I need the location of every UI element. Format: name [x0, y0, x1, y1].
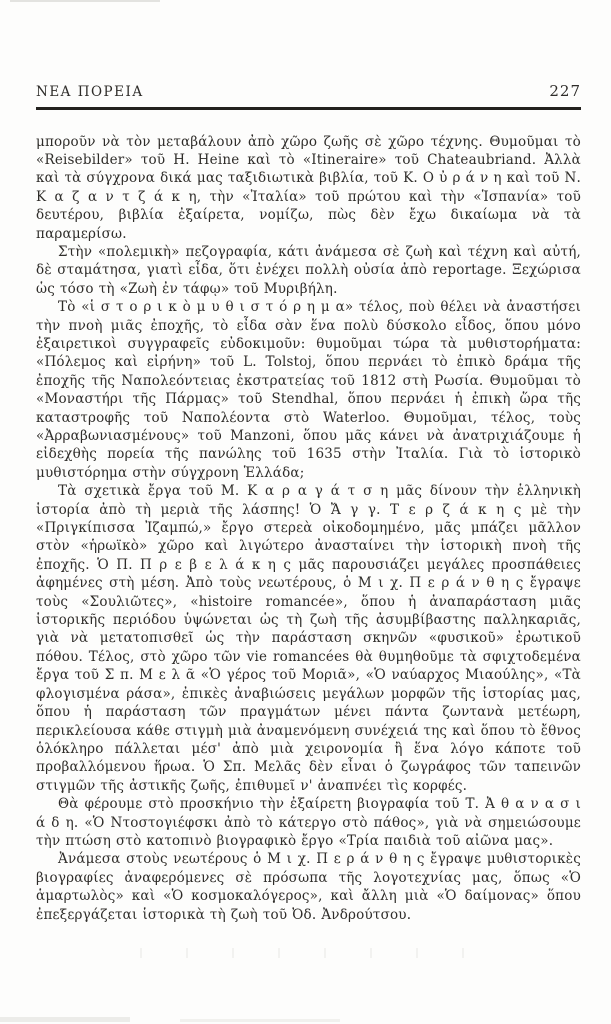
paragraph: Θὰ φέρουμε στὸ προσκήνιο τὴν ἐξαίρετη βιογραφία τοῦ Τ. Ἀ θ α ν α σ ι ά δ η. «Ὁ Ντοστογιέφσκι ἀπὸ τὸ κάτεργο στὸ πάθος», γιὰ νὰ σημειώσουμε τὴν πτώση στὸ κατοπινὸ βιογραφικὸ ἔργο «Τρία παιδιὰ τοῦ αἰῶνα μας». — [36, 796, 581, 849]
page-content — [36, 82, 581, 924]
scan-artifact-bottom-mid — [180, 1019, 340, 1022]
page-header — [36, 82, 581, 100]
journal-title: ΝΕΑ ΠΟΡΕΙΑ — [36, 84, 144, 100]
paragraph: Ἀνάμεσα στοὺς νεωτέρους ὁ Μ ι χ. Π ε ρ ά ν θ η ς ἔγραψε μυθιστορικὲς βιογραφίες ἀναφερόμενες σὲ πρόσωπα τῆς λογοτεχνίας μας, ὅπως «Ὁ ἁμαρτωλὸς» καὶ «Ὁ κοσμοκαλόγερος», καὶ ἄλλη μιὰ «Ὁ δαίμονας» ὅπου ἐπεξεργάζεται ἱστορικὰ τὴ ζωὴ τοῦ Ὀδ. Ἀνδρούτσου. — [36, 851, 581, 923]
page-number: 227 — [549, 82, 581, 100]
paragraph: Τὸ «ἱ σ τ ο ρ ι κ ὸ μ υ θ ι σ τ ό ρ η μ α» τέλος, ποὺ θέλει νὰ ἀναστήσει τὴν πνοὴ μιᾶς ἐποχῆς, τὸ εἶδα σὰν ἕνα πολὺ δύσκολο εἶδος, ὅπου μόνο ἐξαιρετικοὶ συγγραφεῖς εὐδοκιμοῦν: θυμοῦμαι τώρα τὰ μυθιστορήματα: «Πόλεμος καὶ εἰρήνη» τοῦ L. Tolstoj, ὅπου περνάει τὸ ἐπικὸ δράμα τῆς ἐποχῆς τῆς Ναπολεόντειας ἐκστρατείας τοῦ 1812 στὴ Ρωσία. Θυμοῦμαι τὸ «Μοναστήρι τῆς Πάρμας» τοῦ Stendhal, ὅπου περνάει ἡ ἐπικὴ ὥρα τῆς καταστροφῆς τοῦ Ναπολέοντα στὸ Waterloo. Θυμοῦμαι, τέλος, τοὺς «Ἀρραβωνιασμένους» τοῦ Manzoni, ὅπου μᾶς κάνει νὰ ἀνατριχιάζουμε ἡ εἰδεχθὴς πορεία τῆς πανώλης τοῦ 1635 στὴν Ἰταλία. Γιὰ τὸ ἱστορικὸ μυθιστόρημα στὴν σύγχρονη Ἑλλάδα; — [36, 299, 581, 481]
scan-artifact-noise — [140, 948, 470, 958]
scan-artifact-bottom-left — [0, 1017, 130, 1022]
paragraph: μποροῦν νὰ τὸν μεταβάλουν ἀπὸ χῶρο ζωῆς σὲ χῶρο τέχνης. Θυμοῦμαι τὸ «Reisebilder» τοῦ H. Heine καὶ τὸ «Itineraire» τοῦ Chateaubriand. Ἀλλὰ καὶ τὰ σύγχρονα δικά μας ταξιδιωτικὰ βιβλία, τοῦ Κ. Ο ὐ ρ ά ν η καὶ τοῦ Ν. Κ α ζ α ν τ ζ ά κ η, τὴν «Ἰταλία» τοῦ πρώτου καὶ τὴν «Ἱσπανία» τοῦ δευτέρου, βιβλία ἐξαίρετα, νομίζω, πὼς δὲν ἔχω δικαίωμα νὰ τὰ παραμερίσω. — [36, 133, 581, 242]
body-text — [36, 133, 581, 924]
header-rule — [36, 107, 581, 110]
scan-artifact-top-edge — [10, 0, 160, 2]
paragraph: Τὰ σχετικὰ ἔργα τοῦ Μ. Κ α ρ α γ ά τ σ η μᾶς δίνουν τὴν ἑλληνικὴ ἱστορία ἀπὸ τὴ μεριὰ τῆς λάσπης! Ὁ Ἄ γ γ. Τ ε ρ ζ ά κ η ς μὲ τὴν «Πριγκίπισσα Ἰζαμπώ,» ἔργο στερεὰ οἰκοδομημένο, μᾶς μπάζει μᾶλλον στὸν «ἡρωϊκὸ» χῶρο καὶ λιγώτερο ἀνασταίνει τὴν ἱστορικὴ πνοὴ τῆς ἐποχῆς. Ὁ Π. Π ρ ε β ε λ ά κ η ς μᾶς παρουσιάζει μεγάλες προσπάθειες ἀφημένες στὴ μέση. Ἀπὸ τοὺς νεωτέρους, ὁ Μ ι χ. Π ε ρ ά ν θ η ς ἔγραψε τοὺς «Σουλιῶτες», «histoire romancée», ὅπου ἡ ἀναπαράσταση μιᾶς ἱστορικῆς περιόδου ὑψώνεται ὡς τὴ ζωὴ τῆς ἀσυμβίβαστης παλληκαριᾶς, γιὰ νὰ μετατοπισθεῖ ὡς τὴν παράσταση σκηνῶν «φυσικοῦ» ἐρωτικοῦ πόθου. Τέλος, στὸ χῶρο τῶν vie romancées θὰ θυμηθοῦμε τὰ σφιχτοδεμένα ἔργα τοῦ Σ π. Μ ε λ ᾶ «Ὁ γέρος τοῦ Μοριᾶ», «Ὁ ναύαρχος Μιαούλης», «Τὰ φλογισμένα ράσα», ἐπικὲς ἀναβιώσεις μεγάλων μορφῶν τῆς ἱστορίας μας, ὅπου ἡ παράσταση τῶν πραγμάτων μένει πάντα ζωντανὰ μετέωρη, περικλείουσα κάθε στιγμὴ μιὰ ἀναμενόμενη συνέχειά της καὶ ὅπου τὸ ἔθνος ὁλόκληρο πάλλεται μέσ' ἀπὸ μιὰ χειρονομία ἢ ἕνα λόγο κάποτε τοῦ προβαλλόμενου ἥρωα. Ὁ Σπ. Μελᾶς δὲν εἶναι ὁ ζωγράφος τῶν ταπεινῶν στιγμῶν τῆς ἀστικῆς ζωῆς, ἐπιθυμεῖ ν' ἀναπνέει τὶς κορφές. — [36, 483, 581, 794]
paragraph: Στὴν «πολεμικὴ» πεζογραφία, κάτι ἀνάμεσα σὲ ζωὴ καὶ τέχνη καὶ αὐτή, δὲ σταμάτησα, γιατὶ εἶδα, ὅτι ἐνέχει πολλὴ οὐσία ἀπὸ reportage. Ξεχώρισα ὡς τόσο τὴ «Ζωὴ ἐν τάφῳ» τοῦ Μυριβήλη. — [36, 243, 581, 297]
